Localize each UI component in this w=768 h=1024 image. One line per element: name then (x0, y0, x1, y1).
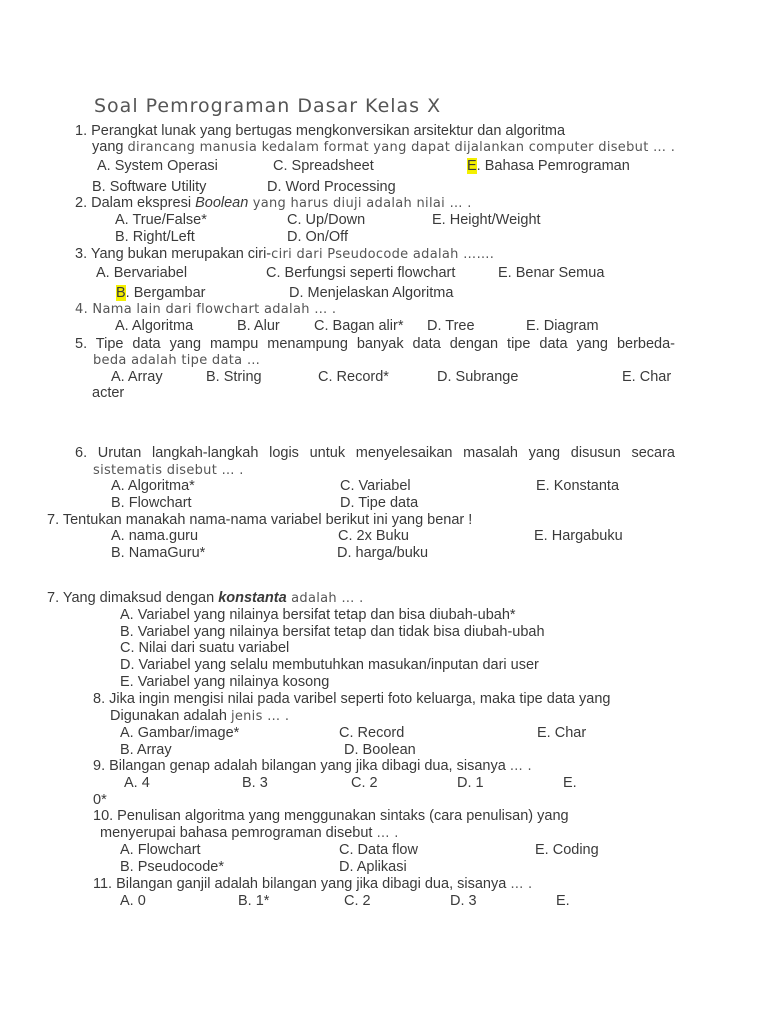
question-9-option-a: A. 4 (124, 775, 150, 791)
question-9-option-c: C. 2 (351, 775, 378, 791)
question-5-option-c: C. Record* (318, 369, 389, 385)
question-6-option-d: D. Tipe data (340, 495, 419, 511)
question-11-option-d: D. 3 (450, 893, 477, 909)
question-5-text: 5. Tipe data yang mampu menampung banyak data dengan tipe data yang berbeda- (75, 336, 675, 352)
question-5-option-e-cont: acter (92, 385, 125, 401)
question-8-option-a: A. Gambar/image* (120, 725, 240, 741)
question-7b-option-c: C. Nilai dari suatu variabel (120, 640, 290, 656)
question-6-option-c: C. Variabel (340, 478, 411, 494)
question-11-option-c: C. 2 (344, 893, 371, 909)
question-11-option-b: B. 1* (238, 893, 270, 909)
question-3-option-e: E. Benar Semua (498, 265, 605, 281)
question-9-text: 9. Bilangan genap adalah bilangan yang jika dibagi dua, sisanya … . (93, 758, 532, 774)
question-10-option-c: C. Data flow (339, 842, 418, 858)
question-10-text-cont: menyerupai bahasa pemrograman disebut … . (100, 825, 399, 841)
question-10-option-e: E. Coding (535, 842, 599, 858)
question-2-option-a: A. True/False* (115, 212, 207, 228)
question-4-option-c: C. Bagan alir* (314, 318, 404, 334)
question-8-text-cont: Digunakan adalah jenis … . (110, 708, 290, 724)
question-5-option-b: B. String (206, 369, 262, 385)
question-10-text: 10. Penulisan algoritma yang menggunakan sintaks (cara penulisan) yang (93, 808, 569, 824)
question-3-option-c: C. Berfungsi seperti flowchart (266, 265, 456, 281)
question-7a-option-e: E. Hargabuku (534, 528, 623, 544)
question-7a-option-a: A. nama.guru (111, 528, 199, 544)
answer-highlight: E (467, 158, 477, 174)
question-8-text: 8. Jika ingin mengisi nilai pada varibel seperti foto keluarga, maka tipe data yang (93, 691, 611, 707)
question-7a-option-d: D. harga/buku (337, 545, 429, 561)
question-10-option-a: A. Flowchart (120, 842, 201, 858)
answer-highlight: B (116, 285, 126, 301)
question-9-option-b: B. 3 (242, 775, 268, 791)
question-2-option-c: C. Up/Down (287, 212, 366, 228)
question-7b-option-d: D. Variabel yang selalu membutuhkan masukan/inputan dari user (120, 657, 539, 673)
question-6-text: 6. Urutan langkah-langkah logis untuk menyelesaikan masalah yang disusun secara (75, 445, 675, 461)
question-3-text: 3. Yang bukan merupakan ciri-ciri dari Pseudocode adalah ……. (75, 246, 495, 262)
question-10-option-d: D. Aplikasi (339, 859, 407, 875)
page-title: Soal Pemrograman Dasar Kelas X (94, 95, 442, 117)
question-5-option-a: A. Array (111, 369, 163, 385)
question-11-text: 11. Bilangan ganjil adalah bilangan yang jika dibagi dua, sisanya … . (93, 876, 533, 892)
question-4-option-e: E. Diagram (526, 318, 599, 334)
question-7b-option-a: A. Variabel yang nilainya bersifat tetap dan bisa diubah-ubah* (120, 607, 516, 623)
question-5-option-e: E. Char (622, 369, 672, 385)
question-3-option-d: D. Menjelaskan Algoritma (289, 285, 454, 301)
question-4-option-d: D. Tree (427, 318, 475, 334)
question-2-option-d: D. On/Off (287, 229, 348, 245)
question-1-option-a: A. System Operasi (97, 158, 218, 174)
question-8-option-c: C. Record (339, 725, 405, 741)
question-8-option-d: D. Boolean (344, 742, 416, 758)
question-1-option-e: E. Bahasa Pemrograman (467, 158, 630, 174)
question-8-option-e: E. Char (537, 725, 587, 741)
question-3-option-a: A. Bervariabel (96, 265, 188, 281)
question-6-option-e: E. Konstanta (536, 478, 620, 494)
question-1-option-d: D. Word Processing (267, 179, 396, 195)
question-3-option-b: B. Bergambar (116, 285, 206, 301)
question-6-option-b: B. Flowchart (111, 495, 192, 511)
question-5-text-cont: beda adalah tipe data … (93, 353, 261, 368)
question-11-option-e: E. (556, 893, 570, 909)
question-2-text: 2. Dalam ekspresi Boolean yang harus diuji adalah nilai … . (75, 195, 472, 211)
question-2-option-e: E. Height/Weight (432, 212, 541, 228)
question-6-option-a: A. Algoritma* (111, 478, 195, 494)
question-1-text-cont: yang dirancang manusia kedalam format yang dapat dijalankan computer disebut … . (92, 139, 676, 155)
question-5-option-d: D. Subrange (437, 369, 519, 385)
question-2-option-b: B. Right/Left (115, 229, 195, 245)
question-6-text-cont: sistematis disebut … . (93, 463, 244, 478)
question-7a-text: 7. Tentukan manakah nama-nama variabel berikut ini yang benar ! (47, 512, 473, 528)
question-10-option-b: B. Pseudocode* (120, 859, 224, 875)
question-7a-option-b: B. NamaGuru* (111, 545, 206, 561)
question-1-text: 1. Perangkat lunak yang bertugas mengkonversikan arsitektur dan algoritma (75, 123, 566, 139)
question-7a-option-c: C. 2x Buku (338, 528, 409, 544)
question-11-option-a: A. 0 (120, 893, 146, 909)
question-4-text: 4. Nama lain dari flowchart adalah … . (75, 302, 337, 317)
question-1-option-b: B. Software Utility (92, 179, 207, 195)
question-8-option-b: B. Array (120, 742, 172, 758)
question-1-option-c: C. Spreadsheet (273, 158, 374, 174)
question-9-option-d: D. 1 (457, 775, 484, 791)
question-4-option-a: A. Algoritma (115, 318, 194, 334)
question-7b-option-b: B. Variabel yang nilainya bersifat tetap dan tidak bisa diubah-ubah (120, 624, 545, 640)
question-9-option-e-cont: 0* (93, 792, 107, 808)
question-7b-option-e: E. Variabel yang nilainya kosong (120, 674, 330, 690)
question-4-option-b: B. Alur (237, 318, 280, 334)
question-7b-text: 7. Yang dimaksud dengan konstanta adalah … . (47, 590, 364, 606)
question-9-option-e: E. (563, 775, 577, 791)
